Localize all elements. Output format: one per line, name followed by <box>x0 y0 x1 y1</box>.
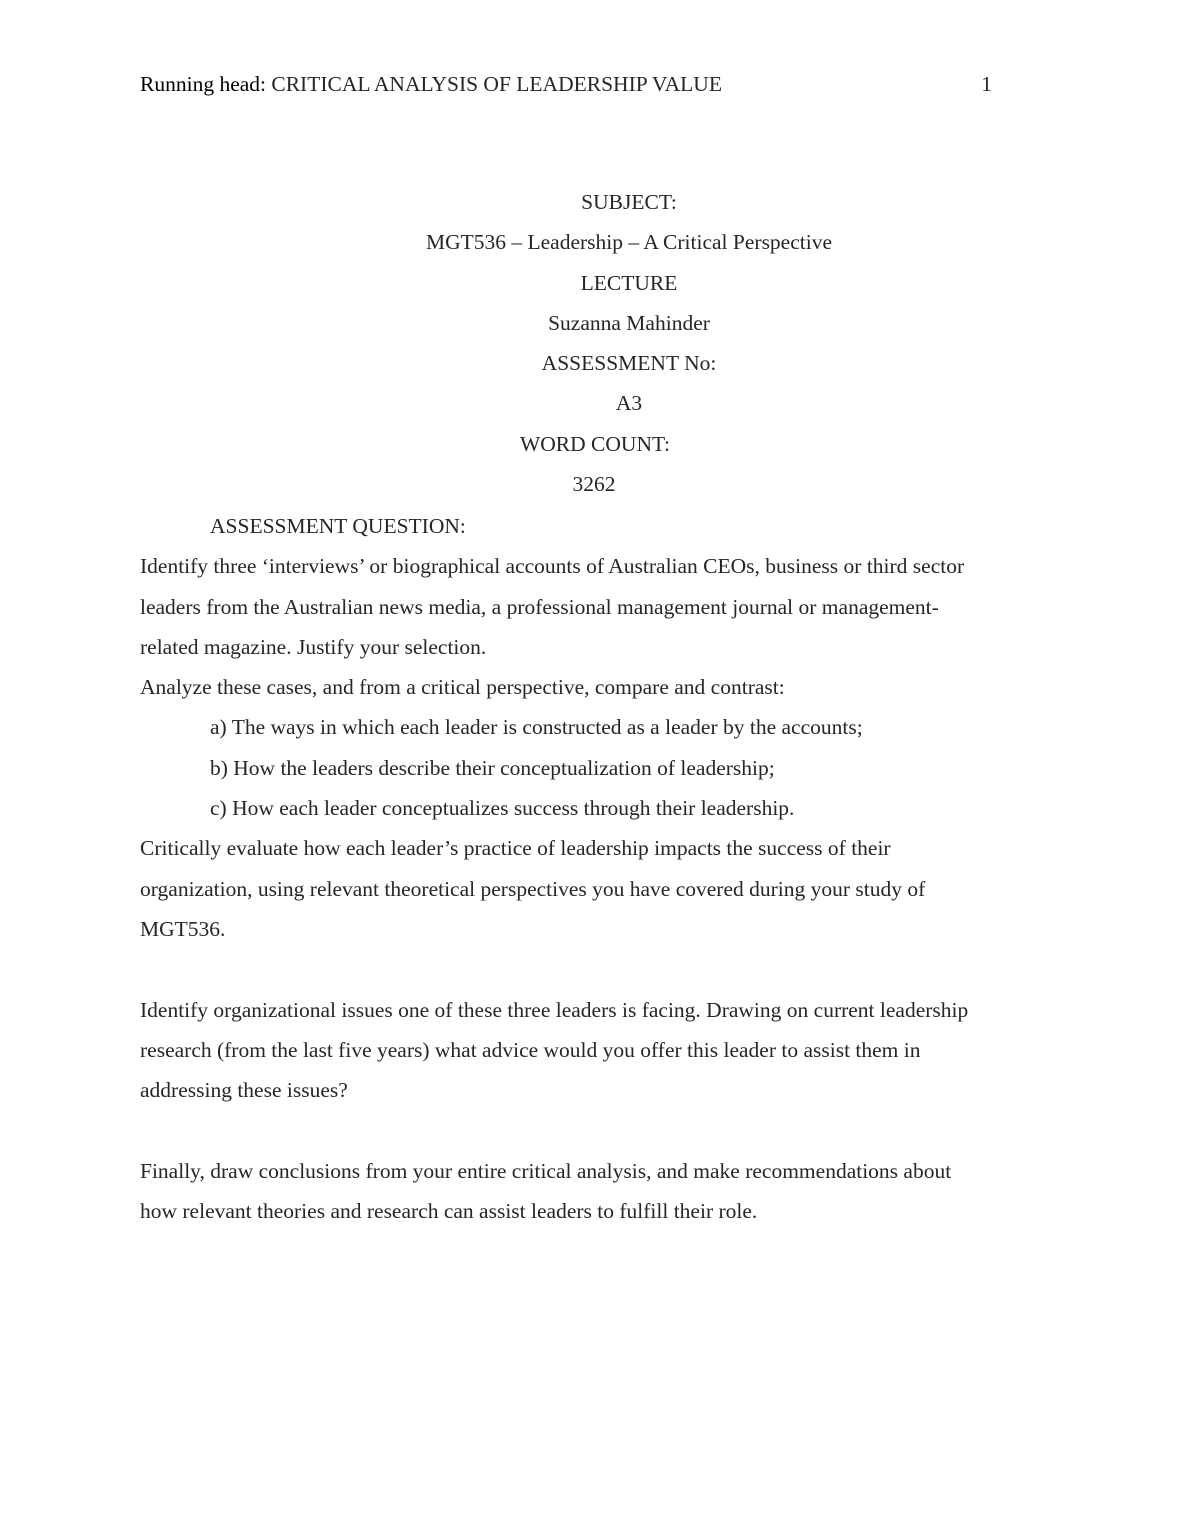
paragraph-4-line: addressing these issues? <box>140 1078 348 1103</box>
page-number: 1 <box>981 72 992 96</box>
list-item-b: b) How the leaders describe their conceptualization of leadership; <box>210 755 775 780</box>
paragraph-4-line: Identify organizational issues one of these three leaders is facing. Drawing on current leadership <box>140 997 969 1022</box>
paragraph-1-line: related magazine. Justify your selection. <box>140 634 487 659</box>
paragraph-1-line: leaders from the Australian news media, a professional management journal or management- <box>140 594 939 619</box>
blank-line <box>140 949 1050 989</box>
lecture-label: LECTURE <box>580 271 678 295</box>
list-item-c: c) How each leader conceptualizes success through their leadership. <box>210 796 795 821</box>
word-count-label: WORD COUNT: <box>519 432 671 456</box>
assessment-question-heading: ASSESSMENT QUESTION: <box>210 514 466 538</box>
subject-label: SUBJECT: <box>581 190 677 214</box>
running-head-title: CRITICAL ANALYSIS OF LEADERSHIP VALUE <box>271 72 722 96</box>
assessment-value: A3 <box>615 391 643 415</box>
paragraph-5-line: Finally, draw conclusions from your entire critical analysis, and make recommendations about <box>140 1158 952 1183</box>
blank-line <box>140 1110 1050 1150</box>
running-head-label: Running head: <box>140 72 266 96</box>
paragraph-3-line: Critically evaluate how each leader’s practice of leadership impacts the success of their <box>140 836 891 861</box>
paragraph-3-line: MGT536. <box>140 916 226 941</box>
lecturer-name: Suzanna Mahinder <box>548 311 710 335</box>
assessment-question-section <box>140 506 1050 1231</box>
paragraph-4-line: research (from the last five years) what advice would you offer this leader to assist them in <box>140 1037 921 1062</box>
running-head <box>140 72 722 97</box>
paragraph-2: Analyze these cases, and from a critical perspective, compare and contrast: <box>140 675 785 700</box>
paragraph-5-line: how relevant theories and research can assist leaders to fulfill their role. <box>140 1199 758 1224</box>
page-header <box>140 72 992 98</box>
paragraph-3-line: organization, using relevant theoretical perspectives you have covered during your study of <box>140 876 926 901</box>
paragraph-1-line: Identify three ‘interviews’ or biographical accounts of Australian CEOs, business or third sector <box>140 554 965 579</box>
subject-value: MGT536 – Leadership – A Critical Perspective <box>425 230 833 254</box>
word-count-value: 3262 <box>572 472 616 496</box>
assessment-label: ASSESSMENT No: <box>541 351 717 375</box>
list-item-a: a) The ways in which each leader is constructed as a leader by the accounts; <box>210 715 863 740</box>
